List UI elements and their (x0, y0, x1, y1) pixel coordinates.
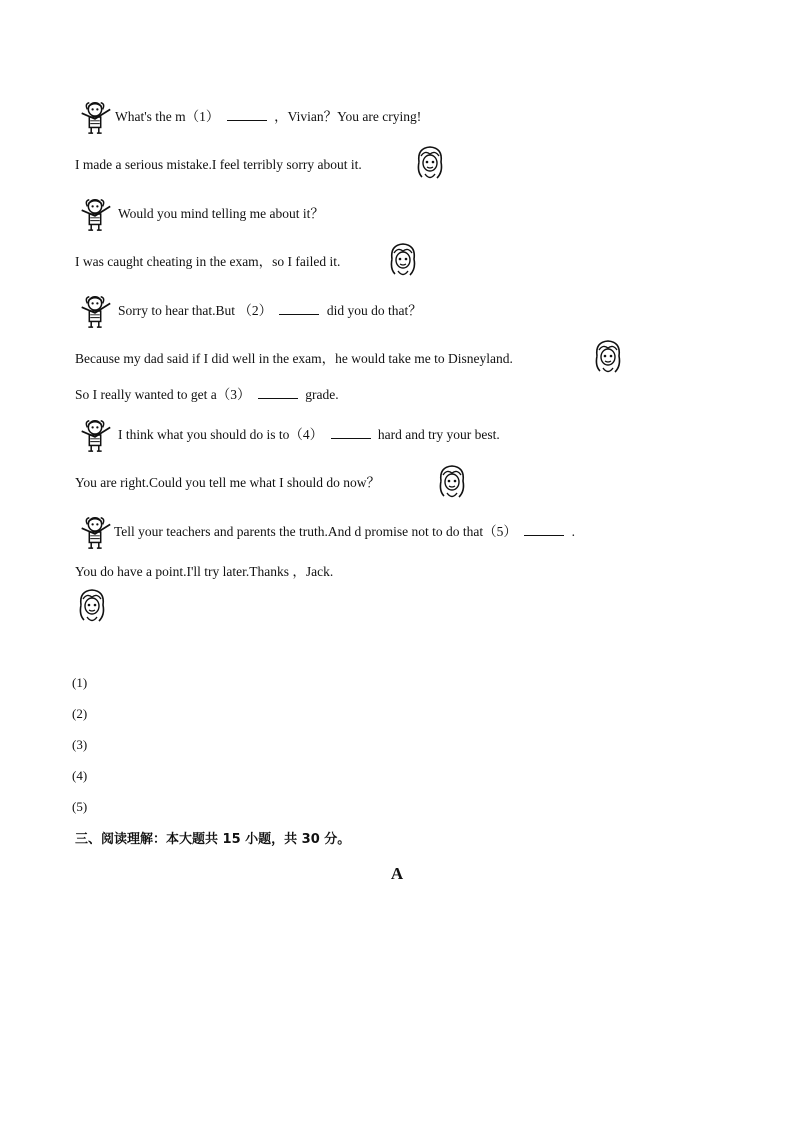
dialogue-line-8-post: hard and try your best. (377, 427, 500, 442)
blank-1[interactable] (227, 110, 267, 121)
dialogue-line-1 (115, 108, 421, 126)
dialogue-line-7-pre: So I really wanted to get a（3） (75, 387, 251, 402)
dialogue-line-1-post: ，Vivian？You are crying! (274, 109, 422, 124)
dialogue-line-2: I made a serious mistake.I feel terribly sorry about it. (75, 157, 362, 172)
dialogue-line-10-pre: Tell your teachers and parents the truth.And d promise not to do that（5） (114, 524, 517, 539)
girl-icon (386, 241, 420, 279)
dialogue-line-8 (118, 426, 500, 444)
answer-label-3: (3) (72, 737, 88, 752)
dialogue-line-4: I was caught cheating in the exam，so I failed it. (75, 254, 341, 269)
blank-2[interactable] (279, 304, 319, 315)
girl-icon (75, 587, 109, 625)
blank-5[interactable] (524, 525, 564, 536)
answer-label-2: (2) (72, 706, 88, 721)
answer-label-4: (4) (72, 768, 88, 783)
dialogue-line-7 (75, 386, 339, 404)
section-title: 三、阅读理解：本大题共 15 小题，共 30 分。 (75, 832, 351, 847)
dialogue-line-7-post: grade. (305, 387, 339, 402)
blank-4[interactable] (331, 428, 371, 439)
boy-icon (76, 196, 114, 232)
boy-icon (76, 99, 114, 135)
girl-icon (413, 144, 447, 182)
dialogue-line-5-post: did you do that？ (326, 303, 422, 318)
passage-heading: A (390, 864, 404, 883)
dialogue-line-8-pre: I think what you should do is to（4） (118, 427, 324, 442)
dialogue-line-9: You are right.Could you tell me what I should do now？ (75, 475, 380, 490)
dialogue-line-5-pre: Sorry to hear that.But （2） (118, 303, 273, 318)
dialogue-line-5 (118, 302, 422, 320)
boy-icon (76, 293, 114, 329)
answer-label-5: (5) (72, 799, 88, 814)
girl-icon (435, 463, 469, 501)
dialogue-line-3: Would you mind telling me about it？ (118, 206, 324, 221)
boy-icon (76, 514, 114, 550)
boy-icon (76, 417, 114, 453)
dialogue-line-10 (114, 523, 575, 541)
blank-3[interactable] (258, 388, 298, 399)
dialogue-line-11: You do have a point.I'll try later.Thanks ，Jack. (75, 564, 334, 579)
dialogue-line-1-pre: What's the m（1） (115, 109, 220, 124)
dialogue-line-6: Because my dad said if I did well in the exam，he would take me to Disneyland. (75, 351, 513, 366)
girl-icon (591, 338, 625, 376)
dialogue-line-10-post: . (571, 524, 575, 539)
answer-label-1: (1) (72, 675, 88, 690)
